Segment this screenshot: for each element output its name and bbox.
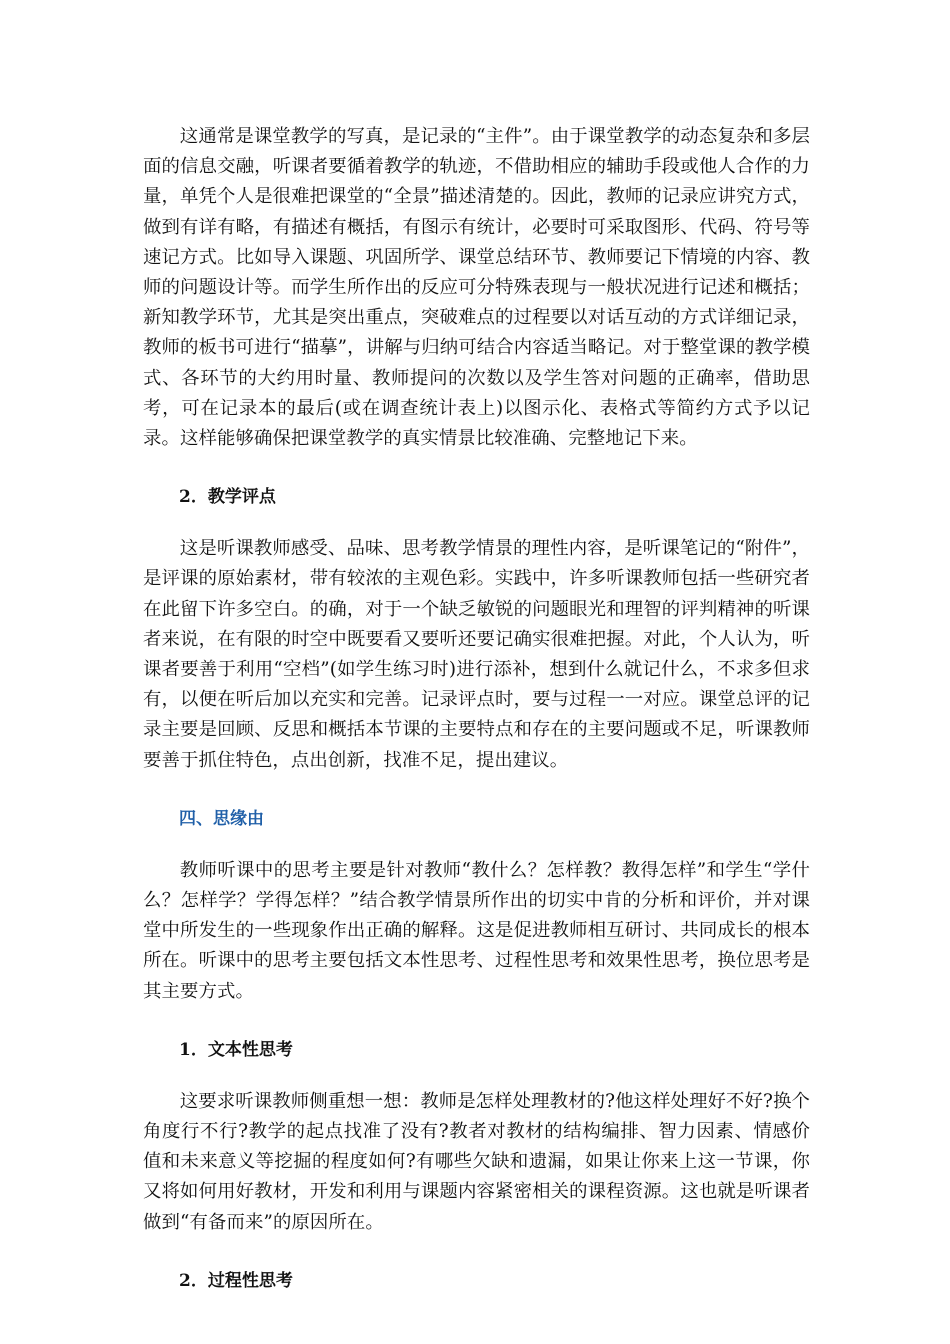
document-page [143, 122, 810, 1296]
spacer [143, 776, 810, 804]
paragraph-teaching-comments: 这是听课教师感受、品味、思考教学情景的理性内容，是听课笔记的“附件”，是评课的原始素材，带有较浓的主观色彩。实践中，许多听课教师包括一些研究者在此留下许多空白。的确，对于一个缺乏敏锐的问题眼光和理智的评判精神的听课者来说，在有限的时空中既要看又要听还要记确实很难把握。对此，个人认为，听课者要善于利用“空档”(如学生练习时)进行添补，想到什么就记什么，不求多但求有，以便在听后加以充实和完善。记录评点时，要与过程一一对应。课堂总评的记录主要是回顾、反思和概括本节课的主要特点和存在的主要问题或不足，听课教师要善于抓住特色，点出创新，找准不足，提出建议。 [143, 538, 810, 771]
spacer [143, 834, 810, 856]
spacer [143, 454, 810, 482]
paragraph-text-thinking: 这要求听课教师侧重想一想：教师是怎样处理教材的?他这样处理好不好?换个角度行不行?教学的起点找准了没有?教者对教材的结构编排、智力因素、情感价值和未来意义等挖掘的程度如何?有哪些欠缺和遗漏，如果让你来上这一节课，你又将如何用好教材，开发和利用与课题内容紧密相关的课程资源。这也就是听课者做到“有备而来”的原因所在。 [143, 1090, 810, 1233]
spacer [143, 512, 810, 534]
subheading-process-thinking: 2．过程性思考 [179, 1270, 293, 1291]
paragraph-classroom-record: 这通常是课堂教学的写真，是记录的“主件”。由于课堂教学的动态复杂和多层面的信息交融，听课者要循着教学的轨迹，不借助相应的辅助手段或他人合作的力量，单凭个人是很难把课堂的“全景”描述清楚的。因此，教师的记录应讲究方式，做到有详有略，有描述有概括，有图示有统计，必要时可采取图形、代码、符号等速记方式。比如导入课题、巩固所学、课堂总结环节、教师要记下情境的内容、教师的问题设计等。而学生所作出的反应可分特殊表现与一般状况进行记述和概括；新知教学环节，尤其是突出重点，突破难点的过程要以对话互动的方式详细记录，教师的板书可进行“描摹”，讲解与归纳可结合内容适当略记。对于整堂课的教学模式、各环节的大约用时量、教师提问的次数以及学生答对问题的正确率，借助思考，可在记录本的最后(或在调查统计表上)以图示化、表格式等简约方式予以记录。这样能够确保把课堂教学的真实情景比较准确、完整地记下来。 [143, 126, 810, 450]
section-heading-reasons: 四、思缘由 [179, 808, 264, 829]
subheading-teaching-comments: 2．教学评点 [179, 487, 276, 508]
spacer [143, 1007, 810, 1035]
spacer [143, 1238, 810, 1266]
subheading-text-thinking: 1．文本性思考 [179, 1039, 293, 1060]
paragraph-reasons: 教师听课中的思考主要是针对教师“教什么？怎样教？教得怎样”和学生“学什么？怎样学？学得怎样？”结合教学情景所作出的切实中肯的分析和评价，并对课堂中所发生的一些现象作出正确的解释。这是促进教师相互研讨、共同成长的根本所在。听课中的思考主要包括文本性思考、过程性思考和效果性思考，换位思考是其主要方式。 [143, 859, 810, 1002]
spacer [143, 1065, 810, 1087]
